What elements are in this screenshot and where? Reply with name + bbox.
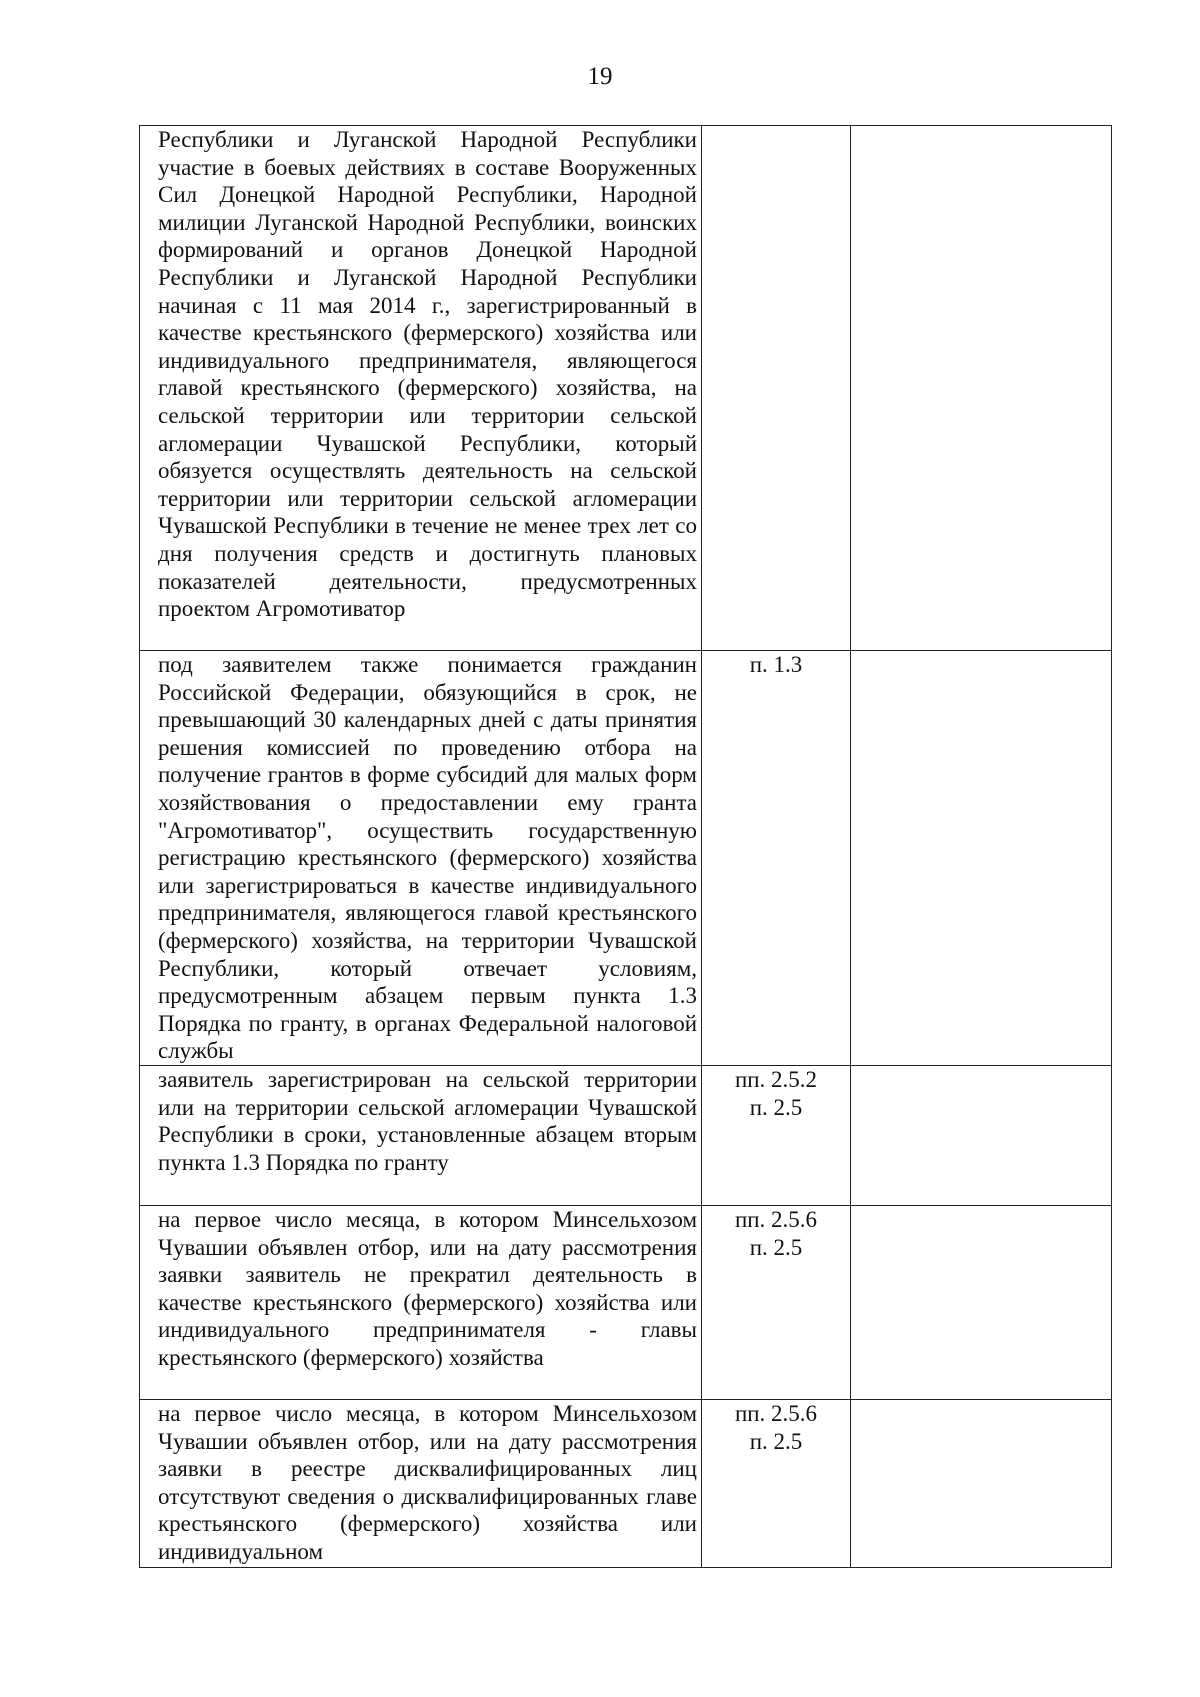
reference-cell xyxy=(702,126,851,651)
requirement-text-cell xyxy=(140,126,702,651)
reference-primary: пп. 2.5.6 xyxy=(734,1401,818,1426)
requirement-text: Республики и Луганской Народной Республики участие в боевых действиях в составе Вооруженных Сил Донецкой Народной Республики, Народной милиции Луганской Народной Республики, воинских формирований и органов Донецкой Народной Республики и Луганской Народной Республики начиная с 11 мая 2014 г., зарегистрированный в качестве крестьянского (фермерского) хозяйства или индивидуального предпринимателя, являющегося главой крестьянского (фермерского) хозяйства, на сельской территории или территории сельской агломерации Чувашской Республики, который обязуется осуществлять деятельность на сельской территории или территории сельской агломерации Чувашской Республики в течение не менее трех лет со дня получения средств и достигнуть плановых показателей деятельности, предусмотренных проектом Агромотиватор xyxy=(158,127,697,622)
reference-primary: п. 1.3 xyxy=(749,652,803,677)
status-cell xyxy=(851,651,1112,1066)
requirement-text: на первое число месяца, в котором Минсельхозом Чувашии объявлен отбор, или на дату рассмотрения заявки в реестре дисквалифицированных лиц отсутствуют сведения о дисквалифицированных главе крестьянского (фермерского) хозяйства или индивидуальном xyxy=(158,1401,697,1564)
reference-primary: пп. 2.5.6 xyxy=(734,1207,818,1232)
reference-cell xyxy=(702,651,851,1066)
reference-cell xyxy=(702,1206,851,1400)
requirement-text-cell xyxy=(140,651,702,1066)
reference-cell xyxy=(702,1066,851,1206)
requirement-text-cell xyxy=(140,1400,702,1568)
requirement-text: на первое число месяца, в котором Минсельхозом Чувашии объявлен отбор, или на дату рассмотрения заявки заявитель не прекратил деятельность в качестве крестьянского (фермерского) хозяйства или индивидуального предпринимателя - главы крестьянского (фермерского) хозяйства xyxy=(158,1207,697,1370)
requirement-text-cell xyxy=(140,1206,702,1400)
reference-cell xyxy=(702,1400,851,1568)
reference-secondary: п. 2.5 xyxy=(749,1094,803,1120)
reference-secondary: п. 2.5 xyxy=(749,1234,803,1260)
status-cell xyxy=(851,1400,1112,1568)
reference-primary: пп. 2.5.2 xyxy=(734,1067,818,1092)
requirement-text: под заявителем также понимается гражданин Российской Федерации, обязующийся в срок, не превышающий 30 календарных дней с даты принятия решения комиссией по проведению отбора на получение грантов в форме субсидий для малых форм хозяйствования о предоставлении ему гранта "Агромотиватор", осуществить государственную регистрацию крестьянского (фермерского) хозяйства или зарегистрироваться в качестве индивидуального предпринимателя, являющегося главой крестьянского (фермерского) хозяйства, на территории Чувашской Республики, который отвечает условиям, предусмотренным абзацем первым пункта 1.3 Порядка по гранту, в органах Федеральной налоговой службы xyxy=(158,652,697,1064)
table-row xyxy=(140,1206,1112,1400)
status-cell xyxy=(851,126,1112,651)
table-row xyxy=(140,1400,1112,1568)
status-cell xyxy=(851,1066,1112,1206)
status-cell xyxy=(851,1206,1112,1400)
reference-secondary: п. 2.5 xyxy=(749,1428,803,1454)
page-number: 19 xyxy=(587,63,613,90)
requirement-text-cell xyxy=(140,1066,702,1206)
table-row xyxy=(140,126,1112,651)
table-row xyxy=(140,651,1112,1066)
requirement-text: заявитель зарегистрирован на сельской территории или на территории сельской агломерации Чувашской Республики в сроки, установленные абзацем вторым пункта 1.3 Порядка по гранту xyxy=(158,1067,697,1175)
table-row xyxy=(140,1066,1112,1206)
requirements-table xyxy=(139,125,1112,1568)
